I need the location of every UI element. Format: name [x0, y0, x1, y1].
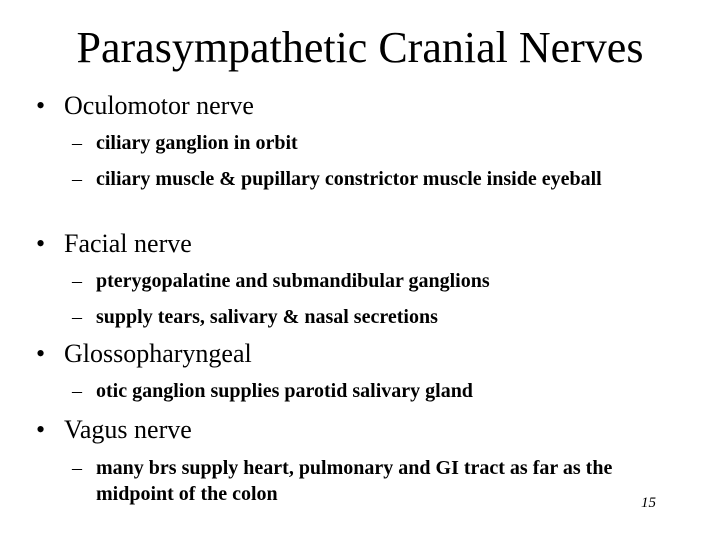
dash-marker: – [72, 168, 82, 190]
sub-item-text: otic ganglion supplies parotid salivary gland [96, 380, 473, 402]
dash-marker: – [72, 270, 82, 292]
sub-item-text: ciliary ganglion in orbit [96, 132, 298, 154]
sub-item [72, 268, 672, 294]
sub-item-text: pterygopalatine and submandibular ganglions [96, 270, 490, 292]
sub-item [72, 166, 652, 192]
sub-item [72, 455, 692, 507]
bullet-glossopharyngeal [36, 339, 252, 369]
bullet-label: Glossopharyngeal [64, 339, 252, 368]
bullet-marker: • [36, 415, 46, 444]
sub-item-text: supply tears, salivary & nasal secretions [96, 306, 438, 328]
dash-marker: – [72, 132, 82, 154]
bullet-marker: • [36, 229, 46, 258]
dash-marker: – [72, 380, 82, 402]
bullet-label: Oculomotor nerve [64, 91, 254, 120]
bullet-vagus [36, 415, 192, 445]
sub-item-text: ciliary muscle & pupillary constrictor muscle inside eyeball [96, 168, 602, 190]
bullet-label: Vagus nerve [64, 415, 192, 444]
sub-item-text: many brs supply heart, pulmonary and GI tract as far as the midpoint of the colon [96, 457, 613, 505]
dash-marker: – [72, 306, 82, 328]
bullet-facial [36, 229, 192, 259]
bullet-marker: • [36, 339, 46, 368]
page-number: 15 [641, 495, 656, 511]
dash-marker: – [72, 457, 82, 479]
sub-item [72, 378, 672, 404]
slide-title: Parasympathetic Cranial Nerves [76, 23, 644, 72]
sub-item [72, 304, 672, 330]
bullet-oculomotor [36, 91, 254, 121]
bullet-label: Facial nerve [64, 229, 192, 258]
bullet-marker: • [36, 91, 46, 120]
sub-item [72, 130, 652, 156]
